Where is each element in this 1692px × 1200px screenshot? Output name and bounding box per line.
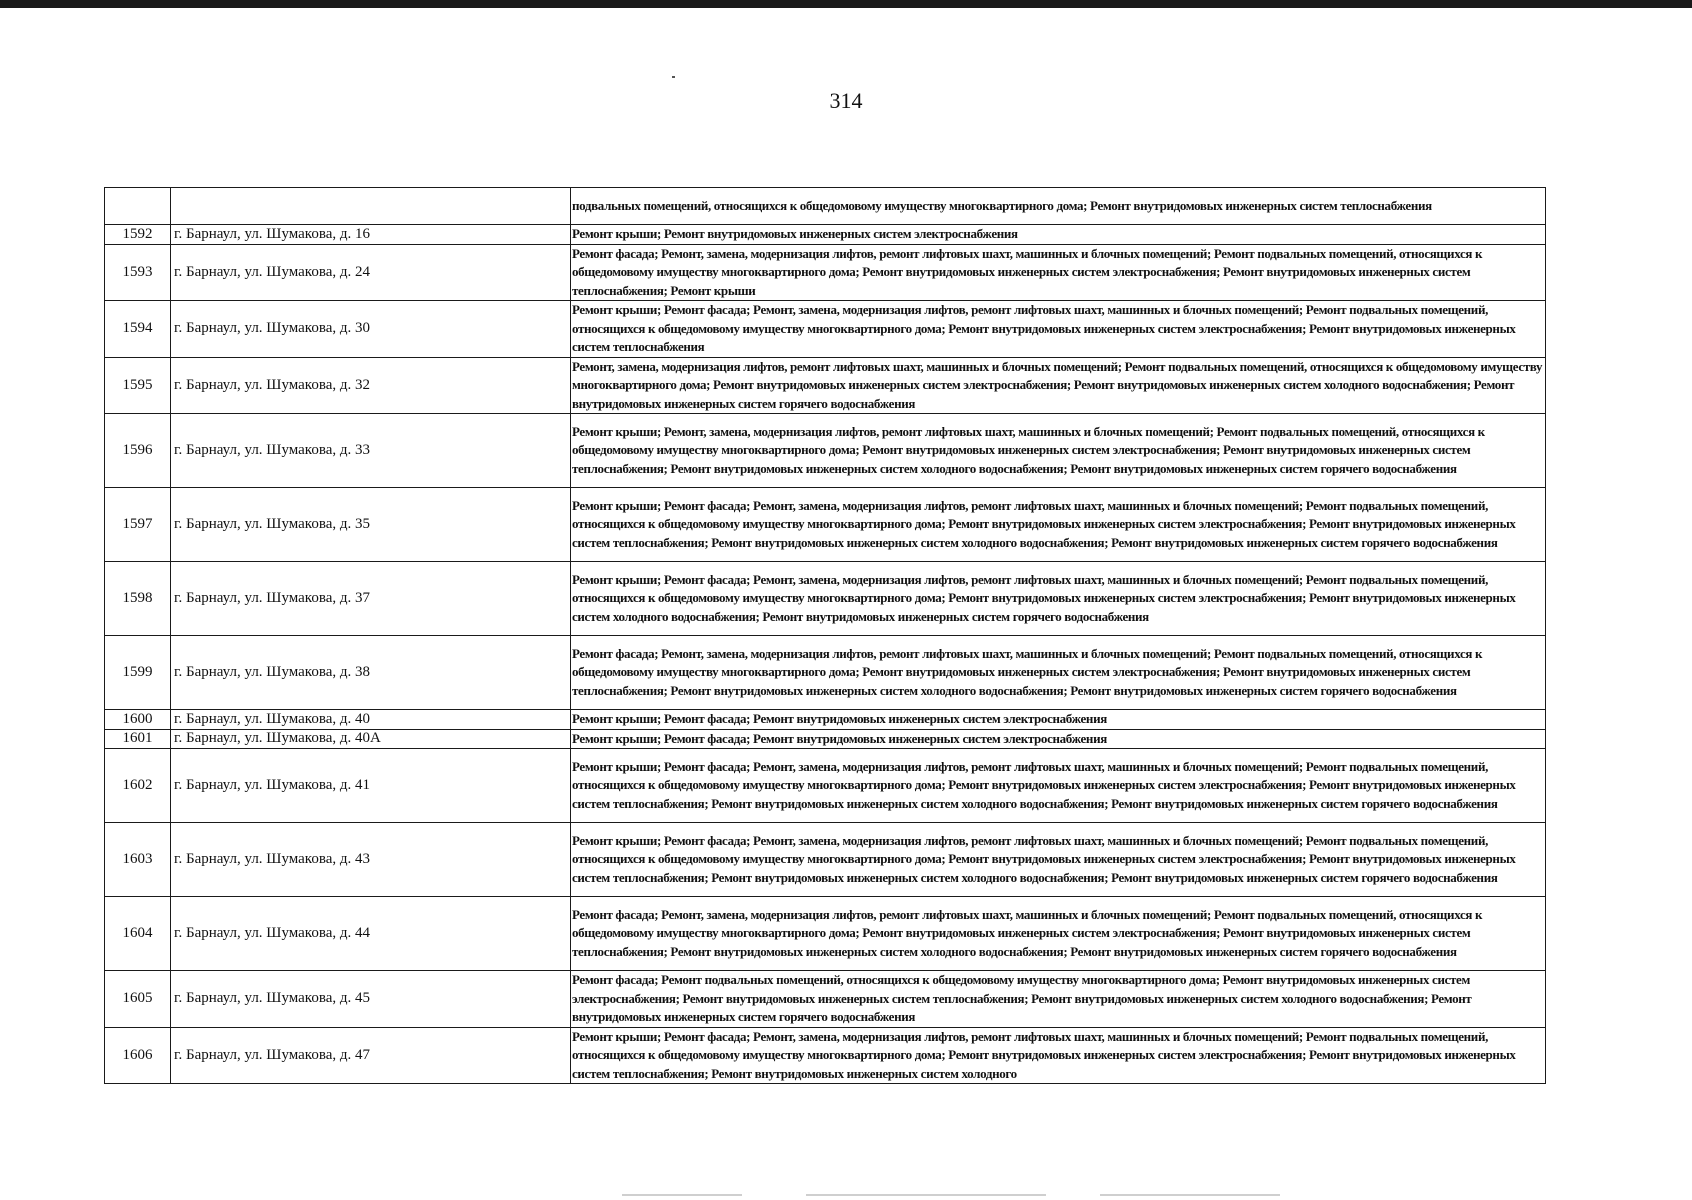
works-table-body	[105, 188, 1546, 1084]
row-works-cell: Ремонт фасада; Ремонт подвальных помещений, относящихся к общедомовому имуществу многоквартирного дома; Ремонт внутридомовых инженерных систем электроснабжения; Ремонт внутридомовых инженерных систем теплоснабжения; Ремонт внутридомовых инженерных систем холодного водоснабжения; Ремонт внутридомовых инженерных систем горячего водоснабжения	[571, 971, 1546, 1028]
table-row	[105, 357, 1546, 414]
page-number: 314	[829, 88, 863, 113]
row-works-cell: подвальных помещений, относящихся к общедомовому имуществу многоквартирного дома; Ремонт внутридомовых инженерных систем теплоснабжения	[571, 188, 1546, 225]
scan-artifact	[806, 1194, 1046, 1196]
row-address-cell: г. Барнаул, ул. Шумакова, д. 30	[171, 301, 571, 358]
row-works-cell: Ремонт фасада; Ремонт, замена, модернизация лифтов, ремонт лифтовых шахт, машинных и блочных помещений; Ремонт подвальных помещений, относящихся к общедомовому имуществу многоквартирного дома; Ремонт внутридомовых инженерных систем электроснабжения; Ремонт внутридомовых инженерных систем теплоснабжения; Ремонт крыши	[571, 244, 1546, 301]
row-works-cell: Ремонт крыши; Ремонт фасада; Ремонт, замена, модернизация лифтов, ремонт лифтовых шахт, машинных и блочных помещений; Ремонт подвальных помещений, относящихся к общедомовому имуществу многоквартирного дома; Ремонт внутридомовых инженерных систем электроснабжения; Ремонт внутридомовых инженерных систем теплоснабжения; Ремонт внутридомовых инженерных систем холодного водоснабжения; Ремонт внутридомовых инженерных систем горячего водоснабжения	[571, 749, 1546, 823]
row-works-cell: Ремонт крыши; Ремонт фасада; Ремонт внутридомовых инженерных систем электроснабжения	[571, 729, 1546, 749]
table-row	[105, 244, 1546, 301]
row-works-cell: Ремонт крыши; Ремонт фасада; Ремонт, замена, модернизация лифтов, ремонт лифтовых шахт, машинных и блочных помещений; Ремонт подвальных помещений, относящихся к общедомовому имуществу многоквартирного дома; Ремонт внутридомовых инженерных систем электроснабжения; Ремонт внутридомовых инженерных систем теплоснабжения	[571, 301, 1546, 358]
row-works-cell: Ремонт крыши; Ремонт фасада; Ремонт внутридомовых инженерных систем электроснабжения	[571, 710, 1546, 730]
table-row	[105, 636, 1546, 710]
row-address-cell: г. Барнаул, ул. Шумакова, д. 40	[171, 710, 571, 730]
row-number-cell	[105, 188, 171, 225]
row-number-cell: 1598	[105, 562, 171, 636]
table-row	[105, 488, 1546, 562]
row-number-cell: 1601	[105, 729, 171, 749]
row-works-cell: Ремонт крыши; Ремонт, замена, модернизация лифтов, ремонт лифтовых шахт, машинных и блочных помещений; Ремонт подвальных помещений, относящихся к общедомовому имуществу многоквартирного дома; Ремонт внутридомовых инженерных систем электроснабжения; Ремонт внутридомовых инженерных систем теплоснабжения; Ремонт внутридомовых инженерных систем холодного водоснабжения; Ремонт внутридомовых инженерных систем горячего водоснабжения	[571, 414, 1546, 488]
row-works-cell: Ремонт крыши; Ремонт внутридомовых инженерных систем электроснабжения	[571, 225, 1546, 245]
scan-artifact	[1100, 1194, 1280, 1196]
row-number-cell: 1604	[105, 897, 171, 971]
row-number-cell: 1597	[105, 488, 171, 562]
table-row	[105, 301, 1546, 358]
row-number-cell: 1594	[105, 301, 171, 358]
row-address-cell: г. Барнаул, ул. Шумакова, д. 32	[171, 357, 571, 414]
row-works-cell: Ремонт крыши; Ремонт фасада; Ремонт, замена, модернизация лифтов, ремонт лифтовых шахт, машинных и блочных помещений; Ремонт подвальных помещений, относящихся к общедомовому имуществу многоквартирного дома; Ремонт внутридомовых инженерных систем электроснабжения; Ремонт внутридомовых инженерных систем холодного водоснабжения; Ремонт внутридомовых инженерных систем горячего водоснабжения	[571, 562, 1546, 636]
table-row	[105, 414, 1546, 488]
table-row	[105, 823, 1546, 897]
table-row-continuation	[105, 188, 1546, 225]
table-row	[105, 749, 1546, 823]
row-address-cell: г. Барнаул, ул. Шумакова, д. 37	[171, 562, 571, 636]
row-address-cell	[171, 188, 571, 225]
row-address-cell: г. Барнаул, ул. Шумакова, д. 33	[171, 414, 571, 488]
row-number-cell: 1596	[105, 414, 171, 488]
table-row	[105, 1027, 1546, 1084]
row-number-cell: 1602	[105, 749, 171, 823]
table-row	[105, 729, 1546, 749]
row-number-cell: 1600	[105, 710, 171, 730]
table-row	[105, 971, 1546, 1028]
row-works-cell: Ремонт крыши; Ремонт фасада; Ремонт, замена, модернизация лифтов, ремонт лифтовых шахт, машинных и блочных помещений; Ремонт подвальных помещений, относящихся к общедомовому имуществу многоквартирного дома; Ремонт внутридомовых инженерных систем электроснабжения; Ремонт внутридомовых инженерных систем теплоснабжения; Ремонт внутридомовых инженерных систем холодного водоснабжения; Ремонт внутридомовых инженерных систем горячего водоснабжения	[571, 823, 1546, 897]
row-address-cell: г. Барнаул, ул. Шумакова, д. 45	[171, 971, 571, 1028]
row-number-cell: 1599	[105, 636, 171, 710]
table-row	[105, 225, 1546, 245]
scan-top-border	[0, 0, 1692, 8]
scan-speck	[672, 76, 675, 78]
row-number-cell: 1593	[105, 244, 171, 301]
row-address-cell: г. Барнаул, ул. Шумакова, д. 16	[171, 225, 571, 245]
row-address-cell: г. Барнаул, ул. Шумакова, д. 40А	[171, 729, 571, 749]
row-works-cell: Ремонт крыши; Ремонт фасада; Ремонт, замена, модернизация лифтов, ремонт лифтовых шахт, машинных и блочных помещений; Ремонт подвальных помещений, относящихся к общедомовому имуществу многоквартирного дома; Ремонт внутридомовых инженерных систем электроснабжения; Ремонт внутридомовых инженерных систем теплоснабжения; Ремонт внутридомовых инженерных систем холодного	[571, 1027, 1546, 1084]
scan-artifact	[622, 1194, 742, 1196]
row-address-cell: г. Барнаул, ул. Шумакова, д. 24	[171, 244, 571, 301]
row-address-cell: г. Барнаул, ул. Шумакова, д. 41	[171, 749, 571, 823]
table-row	[105, 710, 1546, 730]
row-number-cell: 1605	[105, 971, 171, 1028]
table-row	[105, 897, 1546, 971]
row-number-cell: 1595	[105, 357, 171, 414]
row-address-cell: г. Барнаул, ул. Шумакова, д. 47	[171, 1027, 571, 1084]
works-table	[104, 187, 1546, 1084]
row-number-cell: 1592	[105, 225, 171, 245]
row-number-cell: 1606	[105, 1027, 171, 1084]
row-address-cell: г. Барнаул, ул. Шумакова, д. 38	[171, 636, 571, 710]
row-works-cell: Ремонт крыши; Ремонт фасада; Ремонт, замена, модернизация лифтов, ремонт лифтовых шахт, машинных и блочных помещений; Ремонт подвальных помещений, относящихся к общедомовому имуществу многоквартирного дома; Ремонт внутридомовых инженерных систем электроснабжения; Ремонт внутридомовых инженерных систем теплоснабжения; Ремонт внутридомовых инженерных систем холодного водоснабжения; Ремонт внутридомовых инженерных систем горячего водоснабжения	[571, 488, 1546, 562]
row-works-cell: Ремонт фасада; Ремонт, замена, модернизация лифтов, ремонт лифтовых шахт, машинных и блочных помещений; Ремонт подвальных помещений, относящихся к общедомовому имуществу многоквартирного дома; Ремонт внутридомовых инженерных систем электроснабжения; Ремонт внутридомовых инженерных систем теплоснабжения; Ремонт внутридомовых инженерных систем холодного водоснабжения; Ремонт внутридомовых инженерных систем горячего водоснабжения	[571, 897, 1546, 971]
row-number-cell: 1603	[105, 823, 171, 897]
row-address-cell: г. Барнаул, ул. Шумакова, д. 43	[171, 823, 571, 897]
row-works-cell: Ремонт фасада; Ремонт, замена, модернизация лифтов, ремонт лифтовых шахт, машинных и блочных помещений; Ремонт подвальных помещений, относящихся к общедомовому имуществу многоквартирного дома; Ремонт внутридомовых инженерных систем электроснабжения; Ремонт внутридомовых инженерных систем теплоснабжения; Ремонт внутридомовых инженерных систем холодного водоснабжения; Ремонт внутридомовых инженерных систем горячего водоснабжения	[571, 636, 1546, 710]
row-address-cell: г. Барнаул, ул. Шумакова, д. 44	[171, 897, 571, 971]
table-row	[105, 562, 1546, 636]
row-address-cell: г. Барнаул, ул. Шумакова, д. 35	[171, 488, 571, 562]
row-works-cell: Ремонт, замена, модернизация лифтов, ремонт лифтовых шахт, машинных и блочных помещений; Ремонт подвальных помещений, относящихся к общедомовому имуществу многоквартирного дома; Ремонт внутридомовых инженерных систем электроснабжения; Ремонт внутридомовых инженерных систем холодного водоснабжения; Ремонт внутридомовых инженерных систем горячего водоснабжения	[571, 357, 1546, 414]
